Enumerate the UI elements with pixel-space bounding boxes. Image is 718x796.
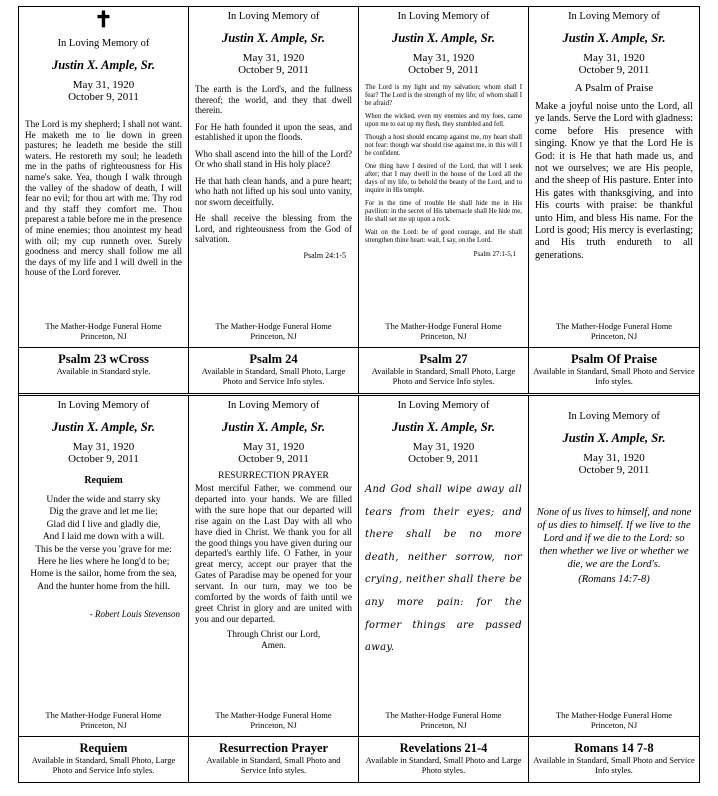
bottom-row bbox=[19, 393, 699, 736]
deceased-name: Justin X. Ample, Sr. bbox=[391, 420, 496, 434]
dates: May 31, 1920 October 9, 2011 bbox=[408, 441, 479, 465]
dates: May 31, 1920 October 9, 2011 bbox=[408, 52, 479, 76]
label-psalm-23[interactable]: Psalm 23 wCross Available in Standard style. bbox=[19, 347, 189, 393]
cross-icon: ✝ bbox=[94, 7, 113, 32]
deceased-name: Justin X. Ample, Sr. bbox=[51, 420, 156, 434]
deceased-name: Justin X. Ample, Sr. bbox=[562, 31, 666, 45]
in-memory-text: In Loving Memory of bbox=[397, 400, 490, 411]
top-row bbox=[19, 7, 699, 347]
psalm-23-text: The Lord is my shepherd; I shall not want. He maketh me to lie down in green pastures; he leadeth me beside the still waters. He restoreth my soul; he leadeth me in the paths of righteousness for His name's sake. Yea, though I walk through the valley of the shadow of death, I will fear no evil; for thou art with me. Thy rod and thy staff they comfort me. Thou preparest a table before me in the presence of mine enemies; thou anointest my head with oil; my cup runneth over. Surely goodness and mercy shall follow me all the days of my life and I will dwell in the house of the Lord forever. bbox=[25, 119, 182, 278]
card-grid bbox=[18, 6, 700, 783]
in-memory-text: In Loving Memory of bbox=[568, 411, 660, 422]
in-memory-text: In Loving Memory of bbox=[227, 400, 320, 411]
funeral-home: The Mather-Hodge Funeral Home Princeton, NJ bbox=[555, 710, 673, 730]
funeral-home: The Mather-Hodge Funeral Home Princeton, NJ bbox=[215, 321, 332, 341]
deceased-name: Justin X. Ample, Sr. bbox=[221, 420, 326, 434]
romans-ref: (Romans 14:7-8) bbox=[578, 574, 650, 585]
in-memory-text: In Loving Memory of bbox=[397, 11, 490, 22]
praise-heading: A Psalm of Praise bbox=[574, 82, 654, 94]
romans-text: None of us lives to himself, and none of us dies to himself. If we live to the Lord and if we die to the Lord: so then whether we live or whether we die, we are the Lord's. bbox=[536, 507, 692, 570]
requiem-heading: Requiem bbox=[84, 475, 123, 486]
revelations-text: And God shall wipe away all tears from their eyes; and there shall be no more death, neither sorrow, nor crying, neither shall there be any more pain: for the former things are passed away. bbox=[365, 484, 523, 654]
deceased-name: Justin X. Ample, Sr. bbox=[391, 31, 496, 45]
card-psalm-23[interactable] bbox=[19, 7, 189, 347]
label-psalm-24[interactable]: Psalm 24 Available in Standard, Small Photo, Large Photo and Service Info styles. bbox=[189, 347, 359, 393]
praise-text: Make a joyful noise unto the Lord, all ye lands. Serve the Lord with gladness: come before His presence with singing. Know ye that the Lord He is God: it is He that hath made us, and not we ourselves; we are His people, and the sheep of His pasture. Enter into His gates with thanksgiving, and into His courts with praise: be thankful unto Him, and bless His name. For the Lord is good; His mercy is everlasting; and His truth endureth to all generations. bbox=[535, 101, 693, 261]
in-memory-text: In Loving Memory of bbox=[57, 400, 150, 411]
prayer-heading: RESURRECTION PRAYER bbox=[218, 471, 329, 481]
bottom-labels bbox=[19, 736, 699, 782]
funeral-home: The Mather-Hodge Funeral Home Princeton, NJ bbox=[555, 321, 673, 341]
requiem-author: - Robert Louis Stevenson bbox=[89, 609, 180, 620]
card-romans[interactable] bbox=[529, 396, 699, 736]
label-resurrection-prayer[interactable]: Resurrection Prayer Available in Standard, Small Photo and Service Info styles. bbox=[189, 736, 359, 782]
prayer-text: Most merciful Father, we commend our departed into your hands. We are filled with the sure hope that our departed will rise again on the Last Day with all who have died in Christ. We thank you for all the good things you have given during our departed's earthly life. O Father, in your great mercy, accept our prayer that the Gates of Paradise may be opened for your servant. In our turn, may we too be comforted by the words of faith until we greet Christ in glory and are united with you and our departed. bbox=[195, 483, 352, 624]
label-requiem[interactable]: Requiem Available in Standard, Small Photo, Large Photo and Service Info styles. bbox=[19, 736, 189, 782]
psalm-27-ref: Psalm 27:1-5,1 bbox=[473, 250, 516, 258]
card-psalm-27[interactable] bbox=[359, 7, 529, 347]
deceased-name: Justin X. Ample, Sr. bbox=[562, 431, 666, 445]
in-memory-text: In Loving Memory of bbox=[57, 38, 150, 49]
top-labels bbox=[19, 347, 699, 393]
funeral-home: The Mather-Hodge Funeral Home Princeton, NJ bbox=[385, 710, 502, 730]
deceased-name: Justin X. Ample, Sr. bbox=[221, 31, 326, 45]
dates: May 31, 1920 October 9, 2011 bbox=[68, 79, 139, 103]
label-revelations[interactable]: Revelations 21-4 Available in Standard, Small Photo and Large Photo styles. bbox=[359, 736, 529, 782]
prayer-closing: Through Christ our Lord, Amen. bbox=[226, 628, 321, 650]
funeral-home: The Mather-Hodge Funeral Home Princeton, NJ bbox=[45, 321, 162, 341]
dates: May 31, 1920 October 9, 2011 bbox=[578, 52, 650, 76]
in-memory-text: In Loving Memory of bbox=[227, 11, 320, 22]
card-psalm-24[interactable] bbox=[189, 7, 359, 347]
psalm-24-text: The earth is the Lord's, and the fullness thereof; the world, and they that dwell therein. For He hath founded it upon the seas, and established it upon the floods. Who shall ascend into the hill of the Lord? Or who shall stand in His holy place? He that hath clean hands, and a pure heart; who hath not lifted up his soul unto vanity, nor sworn deceitfully. He shall receive the blessing from the Lord, and righteousness from the God of salvation. Psalm 24:1-5 bbox=[195, 84, 352, 260]
funeral-home: The Mather-Hodge Funeral Home Princeton, NJ bbox=[215, 710, 332, 730]
psalm-24-ref: Psalm 24:1-5 bbox=[303, 250, 346, 260]
deceased-name: Justin X. Ample, Sr. bbox=[51, 58, 156, 72]
funeral-home: The Mather-Hodge Funeral Home Princeton, NJ bbox=[45, 710, 162, 730]
label-psalm-27[interactable]: Psalm 27 Available in Standard, Small Photo, Large Photo and Service Info styles. bbox=[359, 347, 529, 393]
in-memory-text: In Loving Memory of bbox=[568, 11, 660, 22]
dates: May 31, 1920 October 9, 2011 bbox=[238, 441, 309, 465]
card-resurrection-prayer[interactable] bbox=[189, 396, 359, 736]
dates: May 31, 1920 October 9, 2011 bbox=[68, 441, 139, 465]
requiem-poem: Under the wide and starry sky Dig the grave and let me lie; Glad did I live and gladly die, And I laid me down with a will. This be the verse you 'grave for me: Here he lies where he long'd to be; Home is the sailor, home from the sea, And the hunter home from the hill. bbox=[30, 495, 177, 592]
dates: May 31, 1920 October 9, 2011 bbox=[578, 452, 650, 476]
label-romans[interactable]: Romans 14 7-8 Available in Standard, Small Photo and Service Info styles. bbox=[529, 736, 699, 782]
card-psalm-of-praise[interactable] bbox=[529, 7, 699, 347]
funeral-home: The Mather-Hodge Funeral Home Princeton, NJ bbox=[385, 321, 502, 341]
card-revelations[interactable] bbox=[359, 396, 529, 736]
dates: May 31, 1920 October 9, 2011 bbox=[238, 52, 309, 76]
label-psalm-of-praise[interactable]: Psalm Of Praise Available in Standard, Small Photo and Service Info styles. bbox=[529, 347, 699, 393]
card-requiem[interactable] bbox=[19, 396, 189, 736]
psalm-27-text: The Lord is my light and my salvation; whom shall I fear? The Lord is the strength of my life; of whom shall I be afraid? When the wicked, even my enemies and my foes, came upon me to eat up my flesh, they stumbled and fell. Though a host should encamp against me, my heart shall not fear: though war should rise against me, in this will I be confident. One thing have I desired of the Lord, that will I seek after; that I may dwell in the house of the Lord all the days of my life, to behold the beauty of the Lord, and to inquire in His temple. For in the time of trouble He shall hide me in His pavilion: in the secret of His tabernacle shall He hide me, He shall set me up upon a rock. Wait on the Lord: be of good courage, and He shall strengthen thine heart: wait, I say, on the Lord. Psalm 27:1-5,1 bbox=[365, 84, 522, 258]
